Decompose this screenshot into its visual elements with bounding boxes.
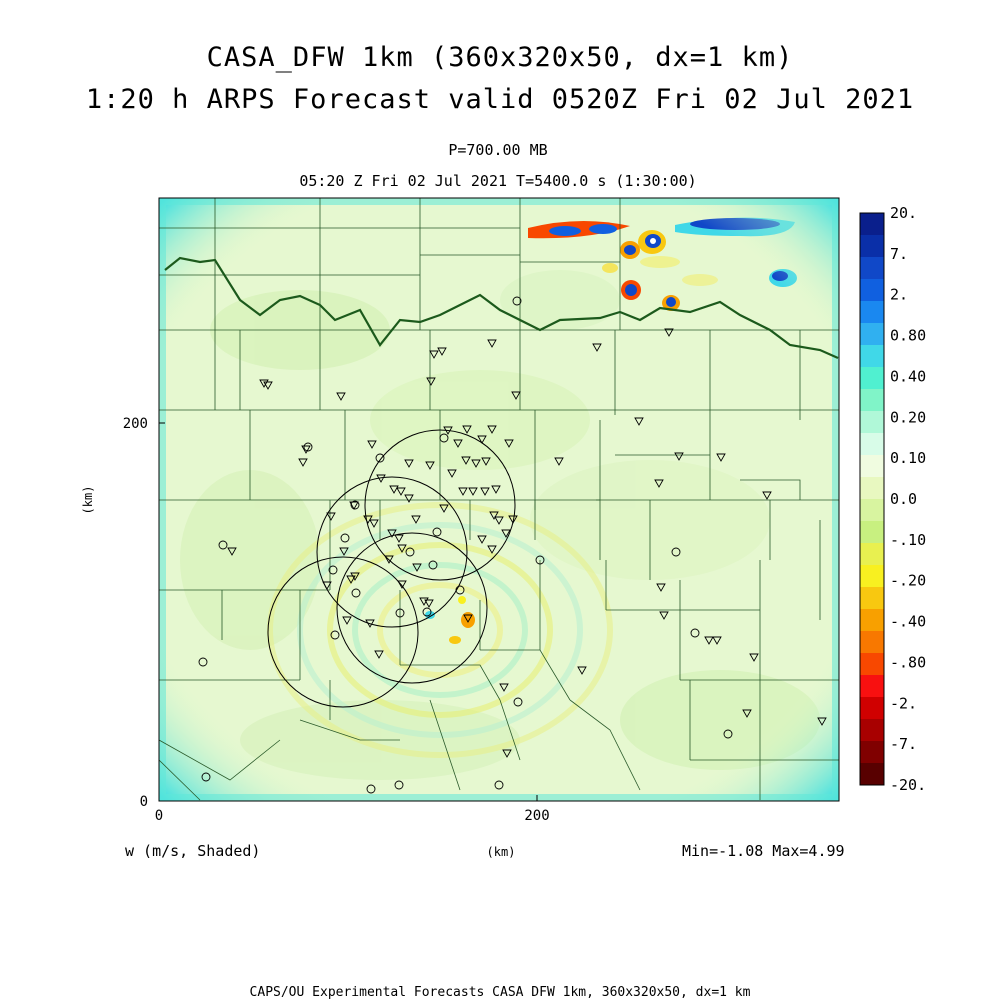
colorbar-label: -2. [890, 694, 918, 713]
colorbar-swatch [860, 565, 884, 588]
colorbar-swatch [860, 213, 884, 236]
colorbar-label: 2. [890, 285, 909, 304]
colorbar-swatch [860, 543, 884, 566]
colorbar-swatch [860, 609, 884, 632]
colorbar-swatch [860, 345, 884, 368]
y-axis-label: (km) [81, 485, 95, 515]
pressure-level-label: P=700.00 MB [448, 141, 548, 159]
colorbar-swatch [860, 631, 884, 654]
colorbar-swatch [860, 587, 884, 610]
valid-time-label: 05:20 Z Fri 02 Jul 2021 T=5400.0 s (1:30:00) [299, 172, 697, 190]
colorbar-swatch [860, 521, 884, 544]
colorbar-swatch [860, 697, 884, 720]
colorbar-swatch [860, 279, 884, 302]
colorbar-label: 0.0 [890, 490, 918, 508]
colorbar-swatch [860, 477, 884, 500]
colorbar-label: -.20 [890, 571, 927, 590]
colorbar-label: -20. [890, 776, 927, 794]
title-line-2: 1:20 h ARPS Forecast valid 0520Z Fri 02 Jul 2021 [85, 84, 915, 115]
colorbar-label: -.40 [890, 612, 927, 631]
min-max-label: Min=-1.08 Max=4.99 [682, 842, 845, 860]
colorbar-label: -.10 [890, 530, 927, 549]
colorbar-swatch [860, 719, 884, 742]
colorbar-label: -.80 [890, 653, 927, 672]
colorbar-swatch [860, 455, 884, 478]
colorbar-swatch [860, 323, 884, 346]
colorbar [860, 204, 926, 794]
colorbar-swatch [860, 741, 884, 764]
colorbar-swatch [860, 301, 884, 324]
colorbar-label: 0.20 [890, 408, 927, 427]
colorbar-swatch [860, 389, 884, 412]
colorbar-swatch [860, 235, 884, 258]
colorbar-swatch [860, 675, 884, 698]
map-panel [159, 198, 840, 801]
colorbar-swatch [860, 367, 884, 390]
y-tick-0: 0 [139, 794, 148, 810]
colorbar-swatch [860, 499, 884, 522]
colorbar-swatch [860, 653, 884, 676]
colorbar-label: 0.40 [890, 367, 927, 386]
colorbar-swatch [860, 763, 884, 786]
colorbar-label: 0.80 [890, 326, 927, 345]
footer-credit: CAPS/OU Experimental Forecasts CASA DFW 1km, 360x320x50, dx=1 km [249, 985, 751, 1000]
field-label: w (m/s, Shaded) [125, 842, 261, 860]
colorbar-label: 0.10 [890, 449, 927, 468]
boundary-zone [159, 198, 839, 801]
title-line-1: CASA_DFW 1km (360x320x50, dx=1 km) [206, 42, 794, 73]
colorbar-swatch [860, 433, 884, 456]
x-axis-label: (km) [486, 845, 516, 859]
colorbar-label: -7. [890, 735, 918, 754]
colorbar-swatch [860, 257, 884, 280]
colorbar-label: 7. [890, 244, 909, 263]
colorbar-swatch [860, 411, 884, 434]
x-tick-200: 200 [524, 808, 550, 824]
colorbar-label: 20. [890, 204, 918, 222]
y-tick-200: 200 [122, 416, 148, 432]
x-tick-0: 0 [154, 808, 164, 824]
